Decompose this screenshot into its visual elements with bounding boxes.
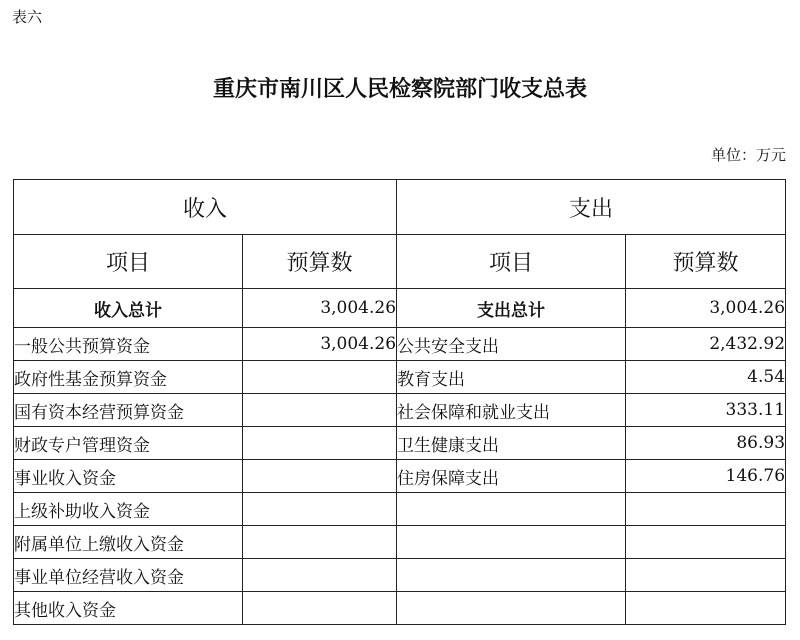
budget-summary-table: [13, 179, 786, 625]
income-item: 一般公共预算资金: [14, 328, 243, 361]
income-item: 其他收入资金: [14, 592, 243, 625]
table-row: [14, 493, 786, 526]
expense-item: 住房保障支出: [397, 460, 626, 493]
income-value: [243, 394, 397, 427]
expense-total-label: 支出总计: [397, 289, 626, 328]
income-item: 事业单位经营收入资金: [14, 559, 243, 592]
table-row: [14, 559, 786, 592]
expense-item-header: 项目: [397, 235, 626, 289]
expense-value: 2,432.92: [626, 328, 786, 361]
income-value: [243, 493, 397, 526]
income-item: 财政专户管理资金: [14, 427, 243, 460]
expense-item: [397, 493, 626, 526]
income-item: 政府性基金预算资金: [14, 361, 243, 394]
unit-label: 单位：万元: [710, 146, 786, 164]
income-value: [243, 460, 397, 493]
income-value: [243, 427, 397, 460]
income-value: [243, 526, 397, 559]
expense-value: [626, 526, 786, 559]
expense-item: 教育支出: [397, 361, 626, 394]
income-item: 附属单位上缴收入资金: [14, 526, 243, 559]
income-value: 3,004.26: [243, 328, 397, 361]
expense-value: 146.76: [626, 460, 786, 493]
expense-value: [626, 559, 786, 592]
income-value: [243, 559, 397, 592]
expense-total-value: 3,004.26: [626, 289, 786, 328]
column-header-row: [14, 235, 786, 289]
table-number-label: 表六: [12, 8, 43, 26]
table-row: [14, 526, 786, 559]
income-budget-header: 预算数: [243, 235, 397, 289]
expense-value: 333.11: [626, 394, 786, 427]
expense-value: [626, 592, 786, 625]
document-title: 重庆市南川区人民检察院部门收支总表: [212, 76, 587, 102]
income-total-label: 收入总计: [14, 289, 243, 328]
table-row: [14, 460, 786, 493]
expense-budget-header: 预算数: [626, 235, 786, 289]
income-item: 国有资本经营预算资金: [14, 394, 243, 427]
table-row: [14, 394, 786, 427]
income-item: 事业收入资金: [14, 460, 243, 493]
table-row: [14, 328, 786, 361]
table-row: [14, 427, 786, 460]
section-header-row: [14, 180, 786, 235]
expense-item: 公共安全支出: [397, 328, 626, 361]
income-value: [243, 361, 397, 394]
expense-value: 86.93: [626, 427, 786, 460]
expense-item: [397, 559, 626, 592]
table-row: [14, 592, 786, 625]
income-value: [243, 592, 397, 625]
expense-value: 4.54: [626, 361, 786, 394]
totals-row: [14, 289, 786, 328]
expense-item: 社会保障和就业支出: [397, 394, 626, 427]
table-row: [14, 361, 786, 394]
income-item: 上级补助收入资金: [14, 493, 243, 526]
income-item-header: 项目: [14, 235, 243, 289]
expense-section-header: 支出: [397, 180, 786, 235]
expense-item: [397, 526, 626, 559]
income-section-header: 收入: [14, 180, 397, 235]
expense-item: [397, 592, 626, 625]
expense-item: 卫生健康支出: [397, 427, 626, 460]
income-total-value: 3,004.26: [243, 289, 397, 328]
expense-value: [626, 493, 786, 526]
